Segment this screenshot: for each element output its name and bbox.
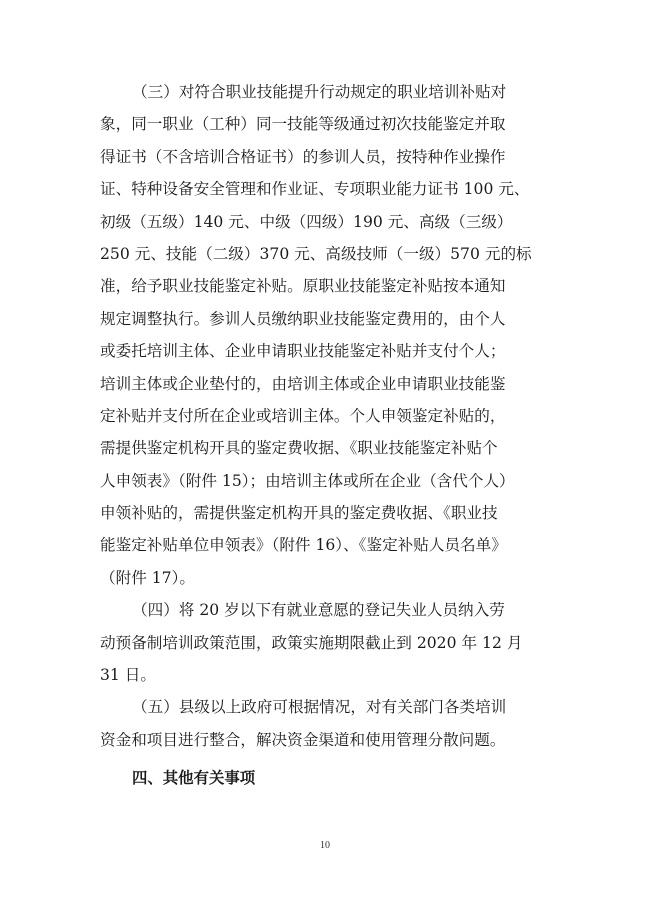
text-line: 人申领表》（附件 15）；由培训主体或所在企业（含代个人） xyxy=(100,471,515,490)
section-heading: 四、其他有关事项 xyxy=(132,769,256,788)
text-line: （附件 17）。 xyxy=(100,568,195,587)
page-number: 10 xyxy=(320,840,330,851)
text-line: 或委托培训主体、企业申请职业技能鉴定补贴并支付个人； xyxy=(100,342,506,361)
text-line: （四）将 20 岁以下有就业意愿的登记失业人员纳入劳 xyxy=(132,601,505,620)
page-content xyxy=(100,76,552,795)
text-line: （三）对符合职业技能提升行动规定的职业培训补贴对 xyxy=(132,83,507,101)
text-line: 定补贴并支付所在企业或培训主体。个人申领鉴定补贴的， xyxy=(100,406,506,425)
text-line: 需提供鉴定机构开具的鉴定费收据、《职业技能鉴定补贴个 xyxy=(100,439,498,458)
text-line: 证、特种设备安全管理和作业证、专项职业能力证书 100 元、 xyxy=(100,180,530,199)
text-line: 申领补贴的，需提供鉴定机构开具的鉴定费收据、《职业技 xyxy=(100,504,498,523)
text-line: 动预备制培训政策范围，政策实施期限截止到 2020 年 12 月 xyxy=(100,633,523,652)
paragraph-3 xyxy=(100,76,552,594)
text-line: 初级（五级）140 元、中级（四级）190 元、高级（三级） xyxy=(100,212,513,231)
text-line: 得证书（不含培训合格证书）的参训人员，按特种作业操作 xyxy=(100,147,506,166)
text-line: 资金和项目进行整合，解决资金渠道和使用管理分散问题。 xyxy=(100,730,506,749)
text-line: 31 日。 xyxy=(100,666,156,685)
text-line: 准，给予职业技能鉴定补贴。原职业技能鉴定补贴按本通知 xyxy=(100,277,506,296)
text-line: （五）县级以上政府可根据情况，对有关部门各类培训 xyxy=(132,698,507,717)
text-line: 250 元、技能（二级）370 元、高级技师（一级）570 元的标 xyxy=(100,244,532,263)
paragraph-4 xyxy=(100,594,552,691)
text-line: 规定调整执行。参训人员缴纳职业技能鉴定费用的，由个人 xyxy=(100,309,506,328)
text-line: 象，同一职业（工种）同一技能等级通过初次技能鉴定并取 xyxy=(100,115,506,134)
text-line: 能鉴定补贴单位申领表》（附件 16）、《鉴定补贴人员名单》 xyxy=(100,536,507,555)
paragraph-5 xyxy=(100,691,552,756)
text-line: 培训主体或企业垫付的，由培训主体或企业申请职业技能鉴 xyxy=(100,374,506,393)
